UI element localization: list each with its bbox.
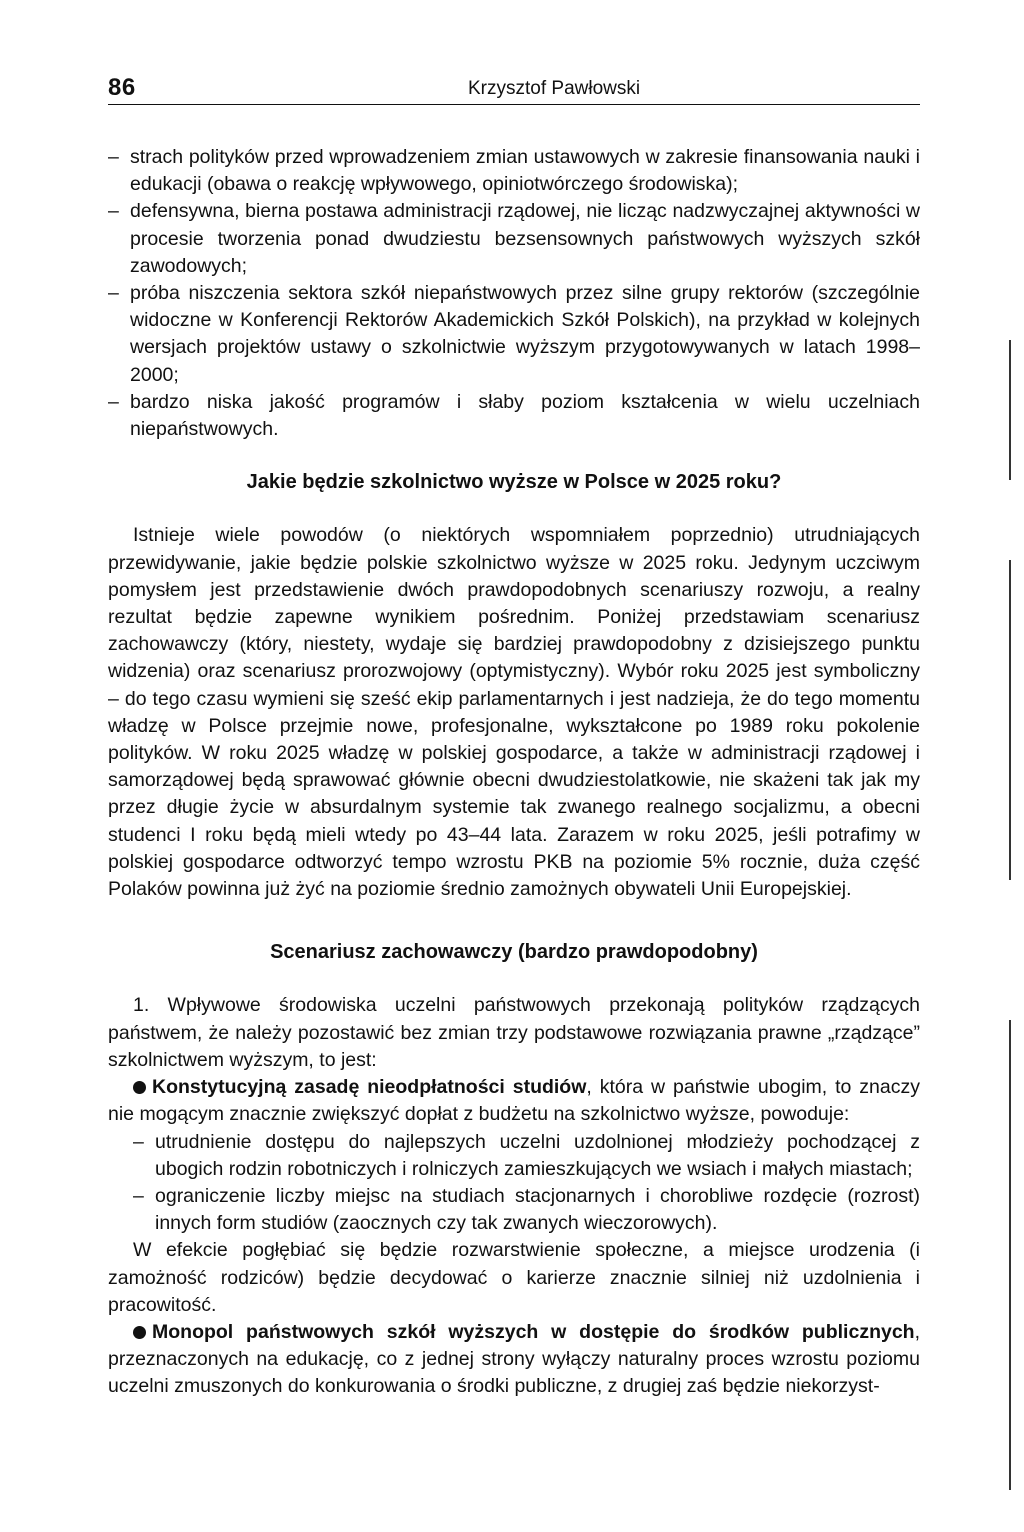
- bullet-text: , która w państwie ubogim, to znaczy nie mogącym znacznie zwiększyć dopłat z budżetu na szkolnictwo wyższe, powoduje:: [108, 1076, 920, 1126]
- list-item-text: strach polityków przed wprowadzeniem zmian ustawowych w zakresie finansowania nauki i edukacji (obawa o reakcję wpływowego, opiniotwórczego środowiska);: [130, 146, 920, 196]
- scan-edge-mark: [1009, 560, 1011, 880]
- dash-marker: –: [108, 146, 119, 168]
- paragraph: W efekcie pogłębiać się będzie rozwarstwienie społeczne, a miejsce urodzenia (i zamożność rodziców) będzie decydować o karierze znacznie silniej niż uzdolnienia i pracowitość.: [108, 1239, 920, 1316]
- scan-edge-mark: [1009, 340, 1011, 480]
- running-head-author: Krzysztof Pawłowski: [468, 78, 641, 99]
- running-head: [108, 74, 920, 104]
- list-item: [108, 198, 920, 280]
- bullet-paragraph: [108, 1319, 920, 1401]
- bullet-paragraph: [108, 1074, 920, 1128]
- body-text: [108, 144, 920, 1401]
- list-item: [108, 280, 920, 389]
- list-item-text: defensywna, bierna postawa administracji rządowej, nie licząc nadzwyczajnej aktywności w procesie tworzenia ponad dwudziestu bezsensownych państwowych wyższych szkół zawodowych;: [130, 200, 920, 277]
- list-item: [108, 1129, 920, 1183]
- section-heading: Scenariusz zachowawczy (bardzo prawdopodobny): [270, 941, 758, 964]
- bullet-icon: [133, 1081, 146, 1094]
- list-item: [108, 389, 920, 443]
- list-item-text: ograniczenie liczby miejsc na studiach stacjonarnych i chorobliwe rozdęcie (rozrost) innych form studiów (zaocznych czy tak zwanych wieczorowych).: [155, 1184, 920, 1235]
- list-item-text: próba niszczenia sektora szkół niepaństwowych przez silne grupy rektorów (szczególnie widoczne w Konferencji Rektorów Akademickich Szkół Polskich), na przykład w kolejnych wersjach projektów ustawy o szkolnictwie wyższym przygotowywanych w latach 1998–2000;: [130, 282, 920, 386]
- list-item: [108, 1183, 920, 1237]
- dash-marker: –: [108, 200, 119, 223]
- section-heading: Jakie będzie szkolnictwo wyższe w Polsce w 2025 roku?: [246, 471, 782, 494]
- bullet-bold-text: Konstytucyjną zasadę nieodpłatności studiów: [152, 1076, 587, 1099]
- paragraph: Istnieje wiele powodów (o niektórych wspomniałem poprzednio) utrudniających przewidywanie, jakie będzie polskie szkolnictwo wyższe w 2025 roku. Jedynym uczciwym pomysłem jest przedstawienie dwóch prawdopodobnych scenariuszy rozwoju, a realny rezultat będzie zapewne wynikiem pośrednim. Poniżej przedstawiam scenariusz zachowawczy (który, niestety, wydaje się bardziej prawdopodobny z dzisiejszego punktu widzenia) oraz scenariusz prorozwojowy (optymistyczny). Wybór roku 2025 jest symboliczny – do tego czasu wymieni się sześć ekip parlamentarnych i jest nadzieja, że do tego momentu władzę w Polsce przejmie nowe, profesjonalne, wykształcone po 1989 roku pokolenie polityków. W roku 2025 władzę w polskiej gospodarce, a także w administracji rządowej i samorządowej będą sprawować głównie obecni dwudziestolatkowie, nie skażeni tak jak my przez długie życie w absurdalnym systemie tak zwanego realnego socjalizmu, a obecni studenci I roku będą mieli wtedy po 43–44 lata. Zarazem w roku 2025, jeśli potrafimy w polskiej gospodarce odtworzyć tempo wzrostu PKB na poziomie 5% rocznie, duża część Polaków powinna już żyć na poziomie średnio zamożnych obywateli Unii Europejskiej.: [108, 524, 920, 901]
- list-item-text: utrudnienie dostępu do najlepszych uczelni uzdolnionej młodzieży pochodzącej z ubogich rodzin robotniczych i rolniczych zamieszkujących we wsiach i małych miastach;: [155, 1130, 920, 1180]
- scan-edge-mark: [1009, 1020, 1011, 1490]
- list-item-text: bardzo niska jakość programów i słaby poziom kształcenia w wielu uczelniach niepaństwowych.: [130, 390, 920, 441]
- header-rule: [108, 104, 920, 105]
- dash-marker: –: [133, 1130, 144, 1153]
- dash-marker: –: [133, 1184, 144, 1207]
- dash-marker: –: [108, 282, 119, 305]
- bullet-bold-text: Monopol państwowych szkół wyższych w dostępie do środków publicznych: [152, 1320, 915, 1343]
- numbered-item: 1. Wpływowe środowiska uczelni państwowych przekonają polityków rządzących państwem, że należy pozostawić bez zmian trzy podstawowe rozwiązania prawne „rządzące” szkolnictwem wyższym, to jest:: [108, 994, 920, 1071]
- bullet-text: , przeznaczonych na edukację, co z jednej strony wyłączy naturalny proces wzrostu poziomu uczelni zmuszonych do konkurowania o środki publiczne, z drugiej zaś będzie niekorzyst-: [108, 1320, 920, 1398]
- list-item: [108, 144, 920, 198]
- page-number: 86: [108, 74, 136, 101]
- bullet-icon: [133, 1326, 146, 1339]
- dash-marker: –: [108, 390, 119, 413]
